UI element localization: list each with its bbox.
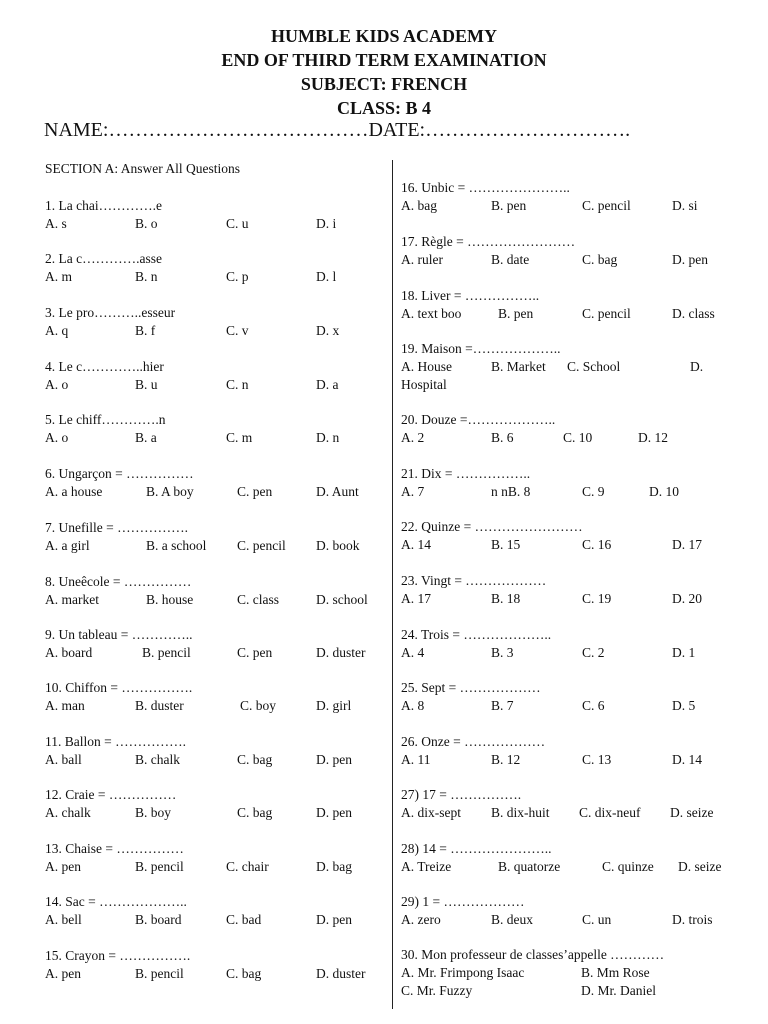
options-row xyxy=(401,964,741,982)
option-c: C. 13 xyxy=(582,752,612,767)
option-b: B. n xyxy=(135,269,158,284)
option-a: A. 14 xyxy=(401,537,431,552)
options-row xyxy=(45,697,385,715)
option-b: B. o xyxy=(135,216,158,231)
option-d: D. 20 xyxy=(672,591,702,606)
question-item xyxy=(45,358,385,394)
question-item xyxy=(45,947,385,983)
question-stem: 6. Ungarçon = …………… xyxy=(45,466,194,481)
question-stem: 27) 17 = ……………. xyxy=(401,787,522,802)
option-b: B. pen xyxy=(491,198,527,213)
question-item xyxy=(401,465,741,501)
options-row xyxy=(45,215,385,233)
option-c: C. 19 xyxy=(582,591,612,606)
option-a: A. m xyxy=(45,269,72,284)
option-a: A. 11 xyxy=(401,752,431,767)
option-d: D. 14 xyxy=(672,752,702,767)
option-b: B. a xyxy=(135,430,157,445)
option-b: B. dix-huit xyxy=(491,805,550,820)
subject-line: SUBJECT: FRENCH xyxy=(300,74,468,94)
option-d: D. girl xyxy=(316,698,352,713)
option-b: B. pencil xyxy=(135,859,184,874)
options-row xyxy=(401,483,741,501)
question-item xyxy=(401,411,741,447)
option-a: A. dix-sept xyxy=(401,805,461,820)
option-a: A. ball xyxy=(45,752,82,767)
question-stem: 28) 14 = ………………….. xyxy=(401,841,552,856)
school-name: HUMBLE KIDS ACADEMY xyxy=(270,26,498,46)
option-d: D. Mr. Daniel xyxy=(581,983,656,998)
option-d: D. 10 xyxy=(649,484,679,499)
option-b: B. 7 xyxy=(491,698,514,713)
options-row xyxy=(401,644,741,662)
options-row xyxy=(401,305,741,323)
question-stem: 5. Le chiff………….n xyxy=(45,412,166,427)
option-d: D. l xyxy=(316,269,337,284)
options-row xyxy=(401,590,741,608)
column-divider xyxy=(392,160,393,1009)
option-c: C. boy xyxy=(240,698,277,713)
option-a: A. a house xyxy=(45,484,103,499)
options-row xyxy=(401,358,741,376)
option-c: C. pencil xyxy=(582,198,631,213)
option-d: D. i xyxy=(316,216,337,231)
option-b: B. f xyxy=(135,323,156,338)
options-row xyxy=(45,804,385,822)
question-stem: 12. Craie = …………… xyxy=(45,787,177,802)
option-c: C. bag xyxy=(582,252,618,267)
option-c: C. pen xyxy=(237,484,273,499)
options-row xyxy=(45,483,385,501)
option-c: C. m xyxy=(226,430,253,445)
option-d: D. trois xyxy=(672,912,713,927)
question-item xyxy=(401,572,741,608)
class-line: CLASS: B 4 xyxy=(336,98,432,118)
question-stem: 26. Onze = ……………… xyxy=(401,734,546,749)
option-b: B. 18 xyxy=(491,591,521,606)
option-a: A. bag xyxy=(401,198,437,213)
question-stem: 18. Liver = …………….. xyxy=(401,288,540,303)
option-b: B. duster xyxy=(135,698,184,713)
option-b: B. pen xyxy=(498,306,534,321)
option-d: D. pen xyxy=(316,805,352,820)
option-a: A. pen xyxy=(45,859,81,874)
option-c: C. v xyxy=(226,323,249,338)
option-d: D. duster xyxy=(316,645,366,660)
option-c: C. Mr. Fuzzy xyxy=(401,983,473,998)
option-c: C. bag xyxy=(237,752,273,767)
option-c: C. un xyxy=(582,912,612,927)
question-30 xyxy=(401,946,741,1000)
option-d-continuation: Hospital xyxy=(401,377,447,392)
question-stem: 13. Chaise = …………… xyxy=(45,841,184,856)
name-date-line: NAME:…………………………………DATE:…………………………. xyxy=(44,119,631,141)
question-item xyxy=(401,340,741,394)
question-stem: 2. La c………….asse xyxy=(45,251,162,266)
question-item xyxy=(45,840,385,876)
option-b: B. deux xyxy=(491,912,533,927)
option-d: D. 5 xyxy=(672,698,696,713)
option-a: A. Mr. Frimpong Isaac xyxy=(401,965,525,980)
option-c: C. dix-neuf xyxy=(579,805,641,820)
option-c: C. 2 xyxy=(582,645,605,660)
option-c: C. pencil xyxy=(582,306,631,321)
question-item xyxy=(45,411,385,447)
option-d: D. a xyxy=(316,377,339,392)
option-a: A. House xyxy=(401,359,452,374)
option-b: n nB. 8 xyxy=(491,484,531,499)
question-item xyxy=(401,893,741,929)
question-stem: 3. Le pro………..esseur xyxy=(45,305,176,320)
question-stem: 20. Douze =……………….. xyxy=(401,412,556,427)
question-item xyxy=(45,893,385,929)
question-item xyxy=(45,626,385,662)
option-d: D. pen xyxy=(672,252,708,267)
question-item xyxy=(401,626,741,662)
option-b: B. Mm Rose xyxy=(581,965,650,980)
question-stem: 4. Le c…………..hier xyxy=(45,359,164,374)
option-d: D. xyxy=(690,359,704,374)
option-a: A. a girl xyxy=(45,538,90,553)
option-d: D. bag xyxy=(316,859,352,874)
option-b: B. chalk xyxy=(135,752,180,767)
options-row xyxy=(401,911,741,929)
options-row xyxy=(401,751,741,769)
option-a: A. 8 xyxy=(401,698,425,713)
options-row xyxy=(401,804,741,822)
option-d: D. pen xyxy=(316,752,352,767)
options-row xyxy=(45,537,385,555)
option-b: B. pencil xyxy=(142,645,191,660)
options-row xyxy=(45,858,385,876)
question-stem: 16. Unbic = ………………….. xyxy=(401,180,570,195)
question-stem: 10. Chiffon = ……………. xyxy=(45,680,193,695)
option-a: A. 7 xyxy=(401,484,425,499)
option-c: C. 9 xyxy=(582,484,605,499)
option-b: B. quatorze xyxy=(498,859,561,874)
option-a: A. o xyxy=(45,430,69,445)
options-row xyxy=(401,697,741,715)
option-a: A. s xyxy=(45,216,67,231)
options-row xyxy=(45,965,385,983)
option-b: B. u xyxy=(135,377,158,392)
option-d: D. duster xyxy=(316,966,366,981)
question-item xyxy=(45,465,385,501)
option-a: A. 4 xyxy=(401,645,425,660)
question-stem: 25. Sept = ……………… xyxy=(401,680,541,695)
option-a: A. board xyxy=(45,645,93,660)
question-item xyxy=(401,233,741,269)
exam-title: END OF THIRD TERM EXAMINATION xyxy=(221,50,547,70)
option-c: C. School xyxy=(567,359,621,374)
question-stem: 24. Trois = ……………….. xyxy=(401,627,552,642)
option-c: C. chair xyxy=(226,859,269,874)
question-stem: 1. La chai………….e xyxy=(45,198,162,213)
question-stem: 21. Dix = …………….. xyxy=(401,466,531,481)
question-stem: 14. Sac = ……………….. xyxy=(45,894,187,909)
options-row xyxy=(45,429,385,447)
option-d: D. 17 xyxy=(672,537,702,552)
question-item xyxy=(45,573,385,609)
option-c: C. pen xyxy=(237,645,273,660)
option-a: A. market xyxy=(45,592,99,607)
option-b: B. 3 xyxy=(491,645,514,660)
question-stem: 29) 1 = ……………… xyxy=(401,894,525,909)
question-item xyxy=(45,733,385,769)
options-row xyxy=(401,429,741,447)
options-row xyxy=(401,251,741,269)
option-b: B. 15 xyxy=(491,537,521,552)
option-c: C. pencil xyxy=(237,538,286,553)
question-stem: 8. Uneêcole = …………… xyxy=(45,574,192,589)
options-row xyxy=(401,858,741,876)
option-a: A. 17 xyxy=(401,591,431,606)
option-a: A. text boo xyxy=(401,306,462,321)
option-d: D. pen xyxy=(316,912,352,927)
option-a: A. pen xyxy=(45,966,81,981)
option-b: B. 12 xyxy=(491,752,521,767)
option-c: C. 10 xyxy=(563,430,593,445)
options-row xyxy=(45,911,385,929)
question-item xyxy=(401,287,741,323)
option-d: D. class xyxy=(672,306,715,321)
options-row xyxy=(45,376,385,394)
option-a: A. Treize xyxy=(401,859,452,874)
option-b: B. pencil xyxy=(135,966,184,981)
option-a: A. bell xyxy=(45,912,82,927)
options-row xyxy=(45,322,385,340)
option-a: A. man xyxy=(45,698,85,713)
option-d: D. n xyxy=(316,430,340,445)
options-row xyxy=(45,591,385,609)
question-item xyxy=(401,518,741,554)
options-row xyxy=(45,751,385,769)
question-stem: 9. Un tableau = ………….. xyxy=(45,627,193,642)
section-a-heading: SECTION A: Answer All Questions xyxy=(45,161,241,176)
question-item xyxy=(45,519,385,555)
option-d: D. seize xyxy=(670,805,714,820)
option-c: C. p xyxy=(226,269,249,284)
question-stem: 15. Crayon = ……………. xyxy=(45,948,191,963)
option-c: C. bag xyxy=(226,966,262,981)
option-a: A. ruler xyxy=(401,252,443,267)
option-d: D. book xyxy=(316,538,360,553)
option-c: C. bad xyxy=(226,912,262,927)
question-item xyxy=(401,733,741,769)
options-row xyxy=(45,644,385,662)
option-c: C. class xyxy=(237,592,279,607)
option-b: B. house xyxy=(146,592,194,607)
options-row xyxy=(401,536,741,554)
option-c: C. bag xyxy=(237,805,273,820)
option-a: A. zero xyxy=(401,912,441,927)
option-b: B. board xyxy=(135,912,182,927)
question-item xyxy=(45,250,385,286)
option-b: B. Market xyxy=(491,359,546,374)
option-b: B. boy xyxy=(135,805,172,820)
option-a: A. o xyxy=(45,377,69,392)
option-b: B. date xyxy=(491,252,530,267)
options-row xyxy=(401,982,741,1000)
question-stem: 7. Unefille = ……………. xyxy=(45,520,188,535)
question-stem: 23. Vingt = ……………… xyxy=(401,573,547,588)
question-stem: 22. Quinze = …………………… xyxy=(401,519,583,534)
option-b: B. a school xyxy=(146,538,207,553)
option-c: C. 6 xyxy=(582,698,605,713)
option-a: A. chalk xyxy=(45,805,91,820)
option-c: C. 16 xyxy=(582,537,612,552)
option-d: D. 12 xyxy=(638,430,668,445)
question-item xyxy=(401,179,741,215)
option-b: B. A boy xyxy=(146,484,194,499)
option-d: D. school xyxy=(316,592,368,607)
question-item xyxy=(45,304,385,340)
option-c: C. n xyxy=(226,377,249,392)
question-item xyxy=(45,786,385,822)
option-b: B. 6 xyxy=(491,430,514,445)
option-a: A. 2 xyxy=(401,430,425,445)
option-d: D. si xyxy=(672,198,698,213)
options-row xyxy=(401,197,741,215)
question-item xyxy=(45,679,385,715)
question-item xyxy=(401,840,741,876)
option-c: C. quinze xyxy=(602,859,654,874)
question-item xyxy=(401,786,741,822)
option-d: D. 1 xyxy=(672,645,696,660)
question-stem: 19. Maison =……………….. xyxy=(401,341,561,356)
option-a: A. q xyxy=(45,323,69,338)
question-stem: 30. Mon professeur de classes’appelle ………… xyxy=(401,947,665,962)
option-d: D. seize xyxy=(678,859,722,874)
question-stem: 11. Ballon = ……………. xyxy=(45,734,186,749)
question-item xyxy=(45,197,385,233)
option-c: C. u xyxy=(226,216,249,231)
option-d: D. x xyxy=(316,323,340,338)
question-stem: 17. Règle = …………………… xyxy=(401,234,576,249)
question-item xyxy=(401,679,741,715)
option-d: D. Aunt xyxy=(316,484,359,499)
options-row xyxy=(45,268,385,286)
